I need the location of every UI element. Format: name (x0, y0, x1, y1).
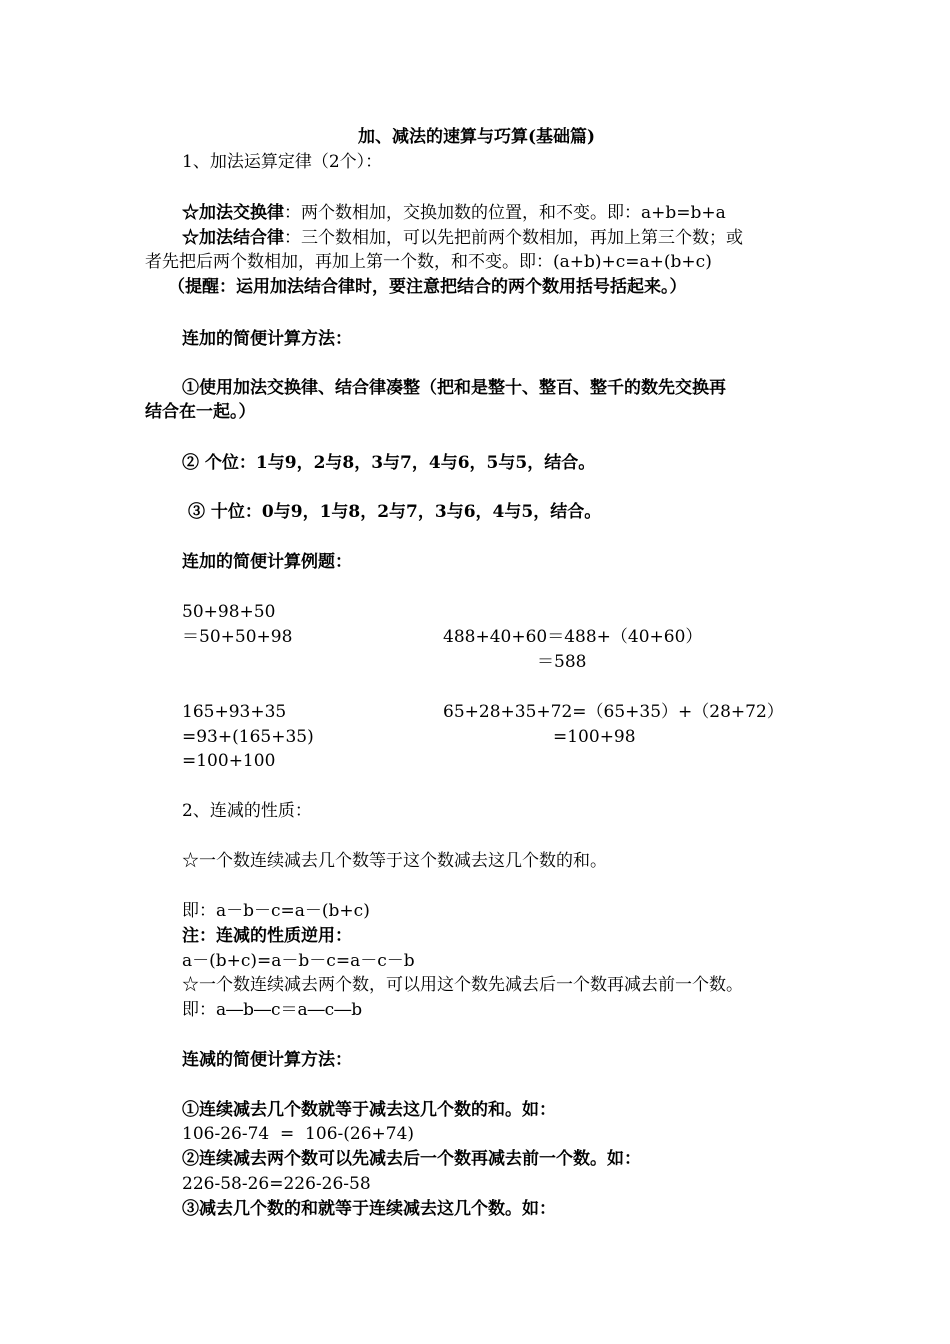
example-1-line-2: ＝50+50+98 (182, 627, 293, 647)
addition-example-heading: 连加的简便计算例题： (182, 552, 352, 572)
associative-law-name: ☆加法结合律 (182, 228, 284, 248)
addition-method-2: ② 个位：1与9，2与8，3与7，4与6，5与5，结合。 (182, 453, 596, 473)
subtraction-method-1-example: 106-26-74 = 106-(26+74) (182, 1124, 415, 1144)
example-4-line-2: =100+98 (553, 727, 636, 747)
subtraction-property-1-formula: 即：a－b－c=a－(b+c) (182, 901, 370, 921)
commutative-law-text: ：两个数相加，交换加数的位置，和不变。即：a+b=b+a (284, 203, 726, 223)
associative-law-text-b: 者先把后两个数相加，再加上第一个数，和不变。即：(a+b)+c=a+(b+c) (145, 252, 712, 272)
example-3-line-1: 165+93+35 (182, 702, 287, 722)
example-4-line-1: 65+28+35+72=（65+35）+（28+72） (443, 702, 784, 722)
subtraction-property-2: ☆一个数连续减去两个数，可以用这个数先减去后一个数再减去前一个数。 (182, 975, 743, 995)
commutative-law-name: ☆加法交换律 (182, 203, 284, 223)
reminder-note: （提醒：运用加法结合律时，要注意把结合的两个数用括号括起来。） (168, 277, 687, 297)
subtraction-property-2-formula: 即：a―b―c＝a―c―b (182, 1000, 363, 1020)
subtraction-method-2-example: 226-58-26=226-26-58 (182, 1174, 371, 1194)
example-2-line-2: ＝588 (537, 652, 587, 672)
section-2-heading: 2、连减的性质： (182, 801, 312, 821)
example-3-line-3: =100+100 (182, 751, 276, 771)
example-2-line-1: 488+40+60＝488+（40+60） (443, 627, 703, 647)
page-title: 加、减法的速算与巧算(基础篇) (358, 127, 596, 147)
addition-method-3: ③ 十位：0与9，1与8，2与7，3与6，4与5，结合。 (188, 502, 602, 522)
reverse-note-formula: a－(b+c)=a－b－c=a－c－b (182, 951, 415, 971)
associative-law (182, 226, 743, 250)
subtraction-property-1: ☆一个数连续减去几个数等于这个数减去这几个数的和。 (182, 851, 607, 871)
commutative-law (182, 201, 726, 225)
addition-method-1a: ①使用加法交换律、结合律凑整（把和是整十、整百、整千的数先交换再 (182, 378, 726, 398)
subtraction-method-3: ③减去几个数的和就等于连续减去这几个数。如： (182, 1199, 556, 1219)
associative-law-text-a: ：三个数相加，可以先把前两个数相加，再加上第三个数；或 (284, 228, 743, 248)
subtraction-method-heading: 连减的简便计算方法： (182, 1050, 352, 1070)
addition-method-heading: 连加的简便计算方法： (182, 329, 352, 349)
example-1-line-1: 50+98+50 (182, 602, 276, 622)
example-3-line-2: =93+(165+35) (182, 727, 314, 747)
subtraction-method-2: ②连续减去两个数可以先减去后一个数再减去前一个数。如： (182, 1149, 641, 1169)
subtraction-method-1: ①连续减去几个数就等于减去这几个数的和。如： (182, 1100, 556, 1120)
addition-method-1b: 结合在一起。） (145, 402, 256, 422)
section-1-heading: 1、加法运算定律（2个）： (182, 152, 383, 172)
reverse-note-heading: 注：连减的性质逆用： (182, 926, 352, 946)
